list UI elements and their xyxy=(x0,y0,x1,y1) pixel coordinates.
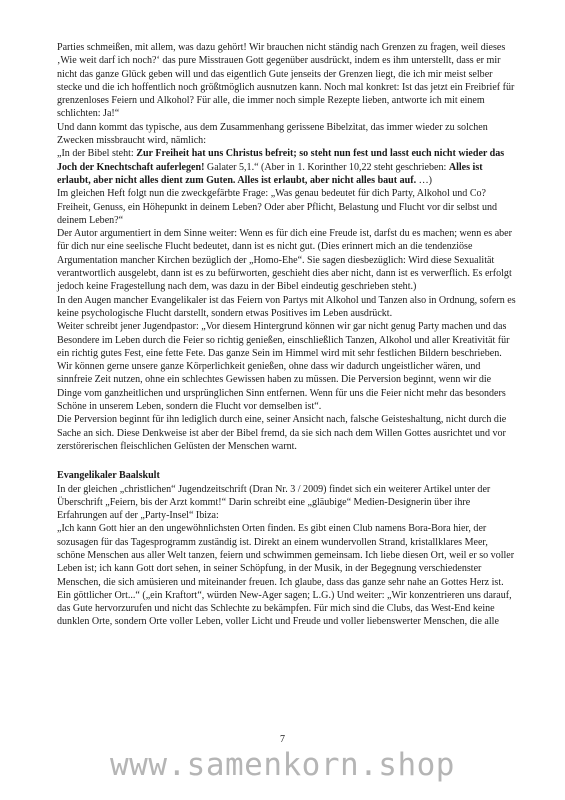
section-heading: Evangelikaler Baalskult xyxy=(57,470,160,482)
paragraph-ibiza-quote: „Ich kann Gott hier an den ungewöhnlichsten Orten finden. Es gibt einen Club namens Bora-Bora hier, der sozusagen für das Tagesprogramm zuständig ist. Direkt an einem wundervollen Strand, kristallklares Meer, schöne Menschen aus aller Welt tanzen, feiern und schwimmen gemeinsam. Ich liebe diesen Ort, weil er so voller Leben ist; ich kann Gott dort sehen, in seiner Schöpfung, in der Musik, in der Begegnung verschiedenster Menschen, die sich amüsieren und miteinander freuen. Ich glaube, dass das ganze sehr nahe an Gottes Herz ist. Ein göttlicher Ort...“ („ein Kraftort“, würden New-Ager sagen; L.G.) Und weiter: „Wir konzentrieren uns darauf, das Gute hervorzurufen und nicht das Schlechte zu bekämpfen. Für mich sind die Clubs, das West-End keine dunklen Orte, sondern Orte voller Leben, voller Licht und Freude und voller liebenswerter Menschen, die alle xyxy=(57,523,515,628)
paragraph-magazine: In der gleichen „christlichen“ Jugendzeitschrift (Dran Nr. 3 / 2009) findet sich ein weiterer Artikel unter der Überschrift „Feiern, bis der Arzt kommt!“ Darin schreibt eine „gläubige“ Medien-Designerin über ihre Erfahrungen auf der „Party-Insel“ Ibiza: xyxy=(57,483,491,522)
watermark-url: www.samenkorn.shop xyxy=(110,747,455,783)
page-number: 7 xyxy=(280,734,285,745)
paragraph-perversion: Die Perversion beginnt für ihn lediglich durch eine, seiner Ansicht nach, falsche Geisteshaltung, nicht durch die Sache an sich. Diese Denkweise ist aber der Bibel fremd, da sie sich nach dem Willen Gottes ausrichtet und vor zerstörerischen fleischlichen Gelüsten der Menschen warnt. xyxy=(57,414,507,452)
quote-tail: …) xyxy=(416,174,432,186)
paragraph-argument: Der Autor argumentiert in dem Sinne weiter: Wenn es für dich eine Freude ist, darfst du es machen; wenn es aber für dich nur eine seelische Flucht bedeutet, dann ist es nicht gut. (Dies erinnert mich an die tendenziöse Argumentation mancher Kirchen bezüglich der „Homo-Ehe“. Sie sagen diesbezüglich: Wird diese Sexualität verantwortlich ausgelebt, dann ist es zu befürworten, geschieht dies aber nicht, dann ist es verwerflich. Es erfolgt jedoch keine Fragestellung nach dem, was dazu in der Bibel eindeutig geschrieben steht.) xyxy=(57,228,512,293)
galatians-quote: Zur Freiheit hat uns Christus befreit; so steht nun fest und lasst euch nicht wieder das Joch der Knechtschaft auferlegen! xyxy=(57,148,505,173)
corinthians-quote: Alles ist erlaubt, aber nicht alles dient zum Guten. Alles ist erlaubt, aber nicht alles baut auf. xyxy=(57,161,483,186)
paragraph-bible-quote-intro: Und dann kommt das typische, aus dem Zusammenhang gerissene Bibelzitat, das immer wieder zu solchen Zwecken missbraucht wird, nämlich: xyxy=(57,121,488,147)
paragraph-bible-quote xyxy=(57,147,517,187)
quote-lead: „In der Bibel steht: xyxy=(57,148,137,160)
quote-reference: Galater 5,1.“ (Aber in 1. Korinther 10,22 steht geschrieben: xyxy=(204,161,449,173)
paragraph-intro: Parties schmeißen, mit allem, was dazu gehört! Wir brauchen nicht ständig nach Grenzen zu fragen, weil dieses ‚Wie weit darf ich noch?‘ das pure Misstrauen Gott gegenüber ausdrückt, indem es ihm unterstellt, dass er mir nicht das ganze Glück geben will und das eigentlich Gute jenseits der Grenzen liegt, die ich mir meist selber stecke und die ich hoffentlich noch größtmöglich ausnutzen kann. Noch mal konkret: Ist das jetzt ein Freibrief für grenzenloses Feiern und Alkohol? Für alle, die immer noch simple Rezepte lieben, antworte ich mit einem schlichten: Ja!“ xyxy=(57,42,515,120)
paragraph-evangelicals: In den Augen mancher Evangelikaler ist das Feiern von Partys mit Alkohol und Tanzen also in Ordnung, sofern es keine psychologische Flucht darstellt, sondern etwas Positives im Leben ausdrückt. xyxy=(57,294,516,319)
paragraph-youth-pastor: Weiter schreibt jener Jugendpastor: „Vor diesem Hintergrund können wir gar nicht genug Party machen und das Besondere im Leben durch die Feier so richtig genießen, einschließlich Tanzen, Alkohol und aller Kreativität für ein richtig gutes Fest, eine fette Fete. Das ganze Sein im Himmel wird mit sehr festlichen Bildern beschrieben. Wir können gerne unsere ganze Körperlichkeit genießen, ohne dass wir dadurch ungeistlicher wären, und sinnfreie Zeit nutzen, ohne ein schlechtes Gewissen haben zu müssen. Die Perversion beginnt, wenn wir die Dinge vom ganzheitlichen und ursprünglichen Sinn entfernen. Wenn für uns die Feier nicht mehr das besonders Schöne in unserem Leben, sondern die Flucht vor demselben ist“. xyxy=(57,321,510,413)
paragraph-question: Im gleichen Heft folgt nun die zweckgefärbte Frage: „Was genau bedeutet für dich Party, Alkohol und Co? Freiheit, Genuss, ein Höhepunkt in deinem Leben? Oder aber Pflicht, Belastung und Flucht vor dir selbst und deinem Leben?“ xyxy=(57,188,498,226)
page-body xyxy=(57,41,517,629)
